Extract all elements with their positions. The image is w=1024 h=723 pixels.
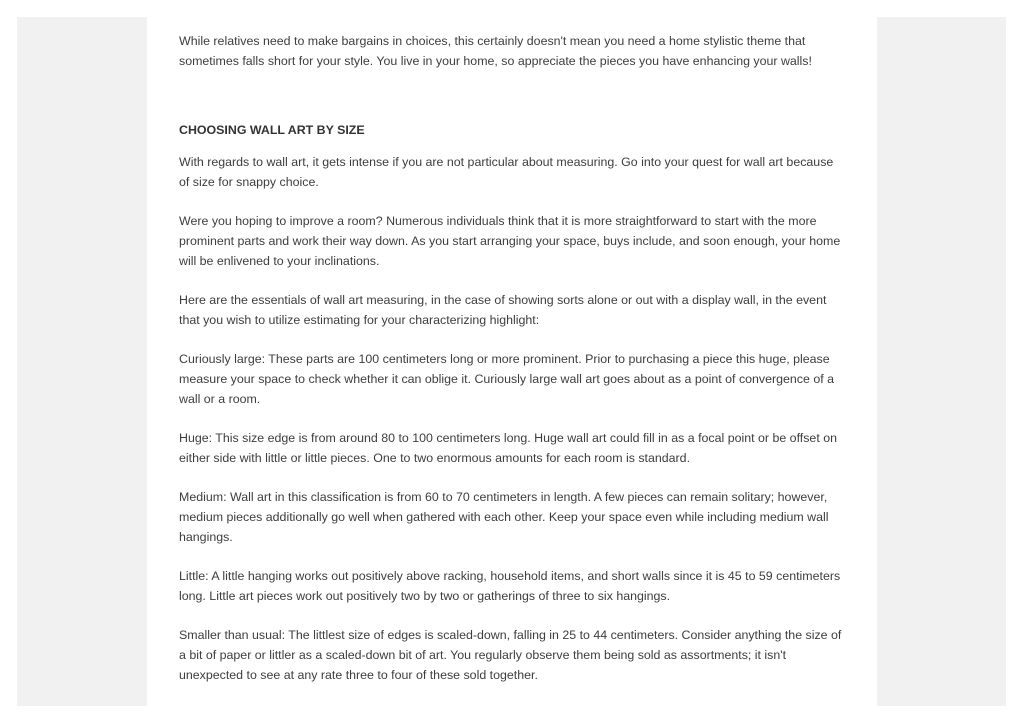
paragraph-curiously-large: Curiously large: These parts are 100 centimeters long or more prominent. Prior to purchasing a piece this huge, please measure your space to check whether it can oblige it. Curiously large wall art goes about as a point of convergence of a wall or a room. xyxy=(179,352,835,406)
article-content xyxy=(147,17,877,706)
paragraph-medium: Medium: Wall art in this classification is from 60 to 70 centimeters in length. A few pieces can remain solitary; however, medium pieces additionally go well when gathered with each other. Keep your space even while including medium wall hangings. xyxy=(179,490,829,544)
paragraph-little: Little: A little hanging works out positively above racking, household items, and short walls since it is 45 to 59 centimeters long. Little art pieces work out positively two by two or gatherings of three to six hangings. xyxy=(179,569,841,603)
paragraph-essentials: Here are the essentials of wall art measuring, in the case of showing sorts alone or out with a display wall, in the event that you wish to utilize estimating for your characterizing highlight: xyxy=(179,293,827,327)
article-body xyxy=(179,31,847,704)
section-heading: CHOOSING WALL ART BY SIZE xyxy=(179,123,365,137)
paragraph-measuring: With regards to wall art, it gets intense if you are not particular about measuring. Go into your quest for wall art because of size for snappy choice. xyxy=(179,155,834,189)
paragraph-huge: Huge: This size edge is from around 80 to 100 centimeters long. Huge wall art could fill in as a focal point or be offset on either side with little or little pieces. One to two enormous amounts for each room is standard. xyxy=(179,431,837,465)
paragraph-improve-room: Were you hoping to improve a room? Numerous individuals think that it is more straightforward to start with the more prominent parts and work their way down. As you start arranging your space, buys include, and soon enough, your home will be enlivened to your inclinations. xyxy=(179,214,841,268)
paragraph-smaller-than-usual: Smaller than usual: The littlest size of edges is scaled-down, falling in 25 to 44 centimeters. Consider anything the size of a bit of paper or littler as a scaled-down bit of art. You regularly observe them being sold as assortments; it isn't unexpected to see at any rate three to four of these sold together. xyxy=(179,628,842,682)
intro-paragraph: While relatives need to make bargains in choices, this certainly doesn't mean you need a home stylistic theme that sometimes falls short for your style. You live in your home, so appreciate the pieces you have enhancing your walls! xyxy=(179,34,812,68)
